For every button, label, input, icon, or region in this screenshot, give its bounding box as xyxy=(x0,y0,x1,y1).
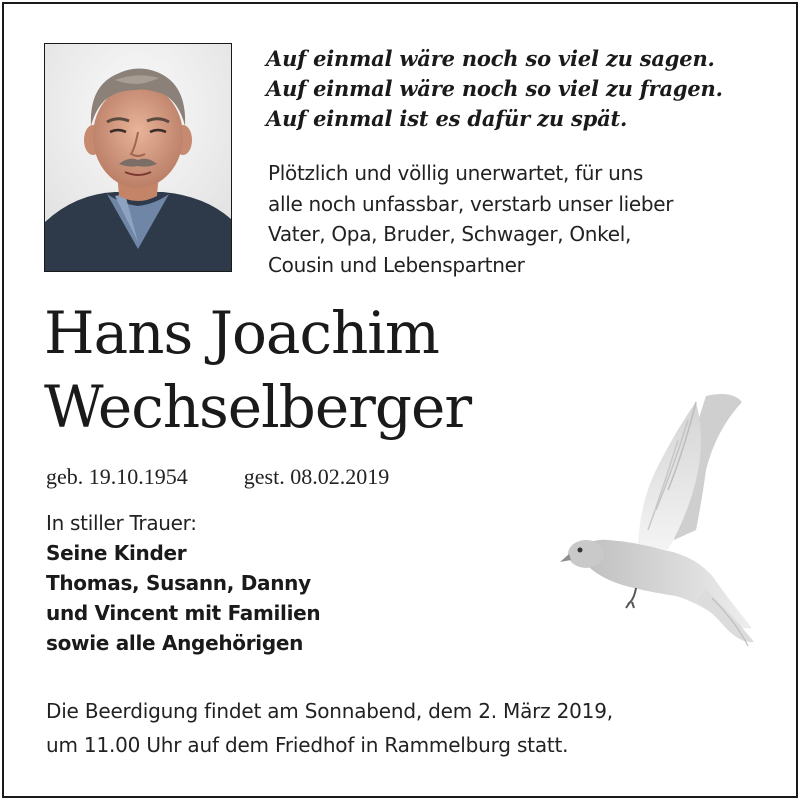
funeral-line: um 11.00 Uhr auf dem Friedhof in Rammelburg statt. xyxy=(46,733,569,757)
mourner-line: Thomas, Susann, Danny xyxy=(46,571,311,595)
mourner-line: Seine Kinder xyxy=(46,541,187,565)
poem-line: Auf einmal wäre noch so viel zu fragen. xyxy=(266,76,723,101)
intro-line: Plötzlich und völlig unerwartet, für uns xyxy=(268,161,644,185)
poem xyxy=(266,44,766,134)
intro-line: Cousin und Lebenspartner xyxy=(268,252,525,277)
portrait-photo xyxy=(44,43,232,272)
last-name: Wechselberger xyxy=(44,373,472,441)
mourner-line: und Vincent mit Familien xyxy=(46,601,321,625)
first-name: Hans Joachim xyxy=(44,299,439,367)
mourners-heading: In stiller Trauer: xyxy=(46,511,197,535)
poem-line: Auf einmal ist es dafür zu spät. xyxy=(266,106,628,131)
birth-date: geb. 19.10.1954 xyxy=(46,464,188,489)
death-date: gest. 08.02.2019 xyxy=(243,464,390,489)
life-dates xyxy=(46,462,389,492)
mourners-block xyxy=(46,508,320,658)
funeral-line: Die Beerdigung findet am Sonnabend, dem 2. März 2019, xyxy=(46,699,613,723)
dove-icon xyxy=(556,390,756,650)
funeral-notice xyxy=(46,694,613,762)
poem-line: Auf einmal wäre noch so viel zu sagen. xyxy=(266,46,715,71)
intro-text xyxy=(268,158,768,280)
intro-line: alle noch unfassbar, verstarb unser lieber xyxy=(268,191,674,216)
mourner-line: sowie alle Angehörigen xyxy=(46,631,304,655)
intro-line: Vater, Opa, Bruder, Schwager, Onkel, xyxy=(268,222,632,246)
